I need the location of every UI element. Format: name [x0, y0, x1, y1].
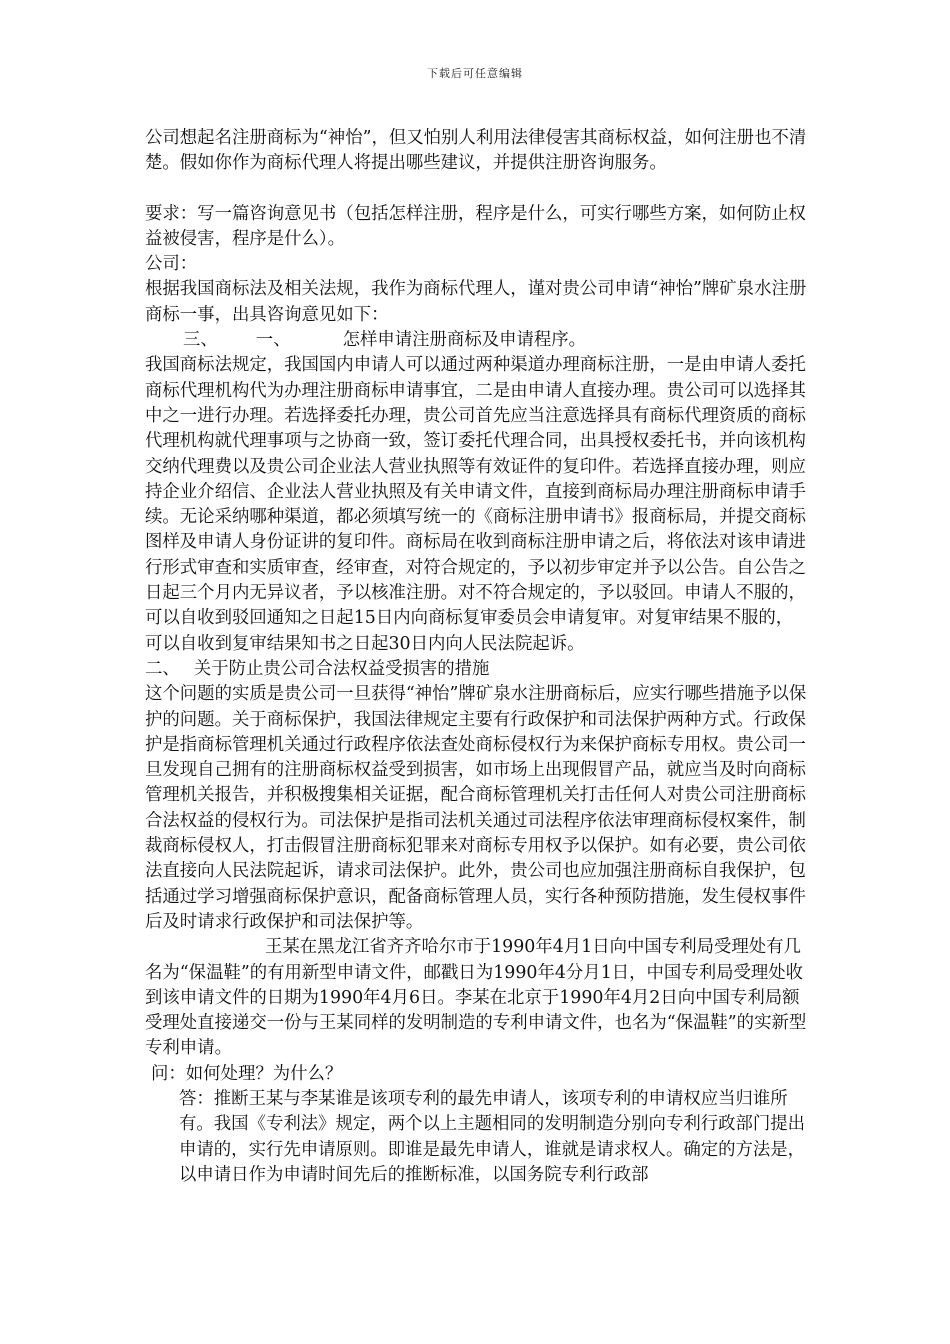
section-1-heading	[145, 328, 810, 353]
requirement-paragraph: 要求：写一篇咨询意见书（包括怎样注册，程序是什么，可实行哪些方案，如何防止权益被侵害，程序是什么）。	[145, 203, 806, 249]
section-1-number-b: 一、	[255, 330, 291, 351]
intro-paragraph: 公司想起名注册商标为“神怡”，但又怕别人利用法律侵害其商标权益，如何注册也不清楚。假如你作为商标代理人将提出哪些建议，并提供注册咨询服务。	[145, 128, 807, 174]
case-paragraph: 王某在黑龙江省齐齐哈尔市于1990年4月1日向中国专利局受理处有几名为“保温鞋”的有用新型申请文件，邮戳日为1990年4分月1日，中国专利局受理处收到该申请文件的日期为1990年4月6日。李某在北京于1990年4月2日向中国专利局额受理处直接递交一份与王某同样的发明制造的专利申请文件，也名为“保温鞋”的实新型专利申请。	[145, 937, 807, 1059]
question-line: 问：如何处理？为什么？	[151, 1063, 343, 1084]
section-1-title: 怎样申请注册商标及申请程序。	[342, 330, 587, 351]
opening-paragraph: 根据我国商标法及相关法规，我作为商标代理人，谨对贵公司申请“神怡”牌矿泉水注册商标一事，出具咨询意见如下：	[145, 279, 807, 325]
document-body	[145, 126, 810, 1188]
answer-paragraph: 答：推断王某与李某谁是该项专利的最先申请人，该项专利的申请权应当归谁所有。我国《专利法》规定，两个以上主题相同的发明制造分别向专利行政部门提出申请的，实行先申请原则。即谁是最先申请人，谁就是请求权人。确定的方法是，以申请日作为申请时间先后的推断标准，以国务院专利行政部	[179, 1088, 806, 1185]
page-header-note: 下载后可任意编辑	[427, 67, 523, 80]
section-1-number-a: 三、	[183, 330, 218, 351]
section-2-number: 二、	[145, 658, 180, 679]
paragraph-gap	[145, 177, 810, 202]
salutation: 公司：	[145, 254, 198, 275]
section-2-body: 这个问题的实质是贵公司一旦获得“神怡”牌矿泉水注册商标后，应实行哪些措施予以保护的问题。关于商标保护，我国法律规定主要有行政保护和司法保护两种方式。行政保护是指商标管理机关通过行政程序依法查处商标侵权行为来保护商标专用权。贵公司一旦发现自己拥有的注册商标权益受到损害，如市场上出现假冒产品，就应当及时向商标管理机关报告，并积极搜集相关证据，配合商标管理机关打击任何人对贵公司注册商标合法权益的侵权行为。司法保护是指司法机关通过司法程序依法审理商标侵权案件，制裁商标侵权人，打击假冒注册商标犯罪来对商标专用权予以保护。如有必要，贵公司依法直接向人民法院起诉，请求司法保护。此外，贵公司也应加强注册商标自我保护，包括通过学习增强商标保护意识，配备商标管理人员，实行各种预防措施，发生侵权事件后及时请求行政保护和司法保护等。	[145, 684, 807, 932]
section-2-title: 关于防止贵公司合法权益受损害的措施	[193, 658, 490, 679]
section-1-body: 我国商标法规定，我国国内申请人可以通过两种渠道办理商标注册，一是由申请人委托商标代理机构代为办理注册商标申请事宜，二是由申请人直接办理。贵公司可以选择其中之一进行办理。若选择委托办理，贵公司首先应当注意选择具有商标代理资质的商标代理机构就代理事项与之协商一致，签订委托代理合同，出具授权委托书，并向该机构交纳代理费以及贵公司企业法人营业执照等有效证件的复印件。若选择直接办理，则应持企业介绍信、企业法人营业执照及有关申请文件，直接到商标局办理注册商标申请手续。无论采纳哪种渠道，都必须填写统一的《商标注册申请书》报商标局，并提交商标图样及申请人身份证讲的复印件。商标局在收到商标注册申请之后，将依法对该申请进行形式审查和实质审查，经审查，对符合规定的，予以初步审定并予以公告。自公告之日起三个月内无异议者，予以核准注册。对不符合规定的，予以驳回。申请人不服的，可以自收到驳回通知之日起15日内向商标复审委员会申请复审。对复审结果不服的，可以自收到复审结果知书之日起30日内向人民法院起诉。	[145, 355, 806, 654]
section-2-heading	[145, 657, 810, 682]
